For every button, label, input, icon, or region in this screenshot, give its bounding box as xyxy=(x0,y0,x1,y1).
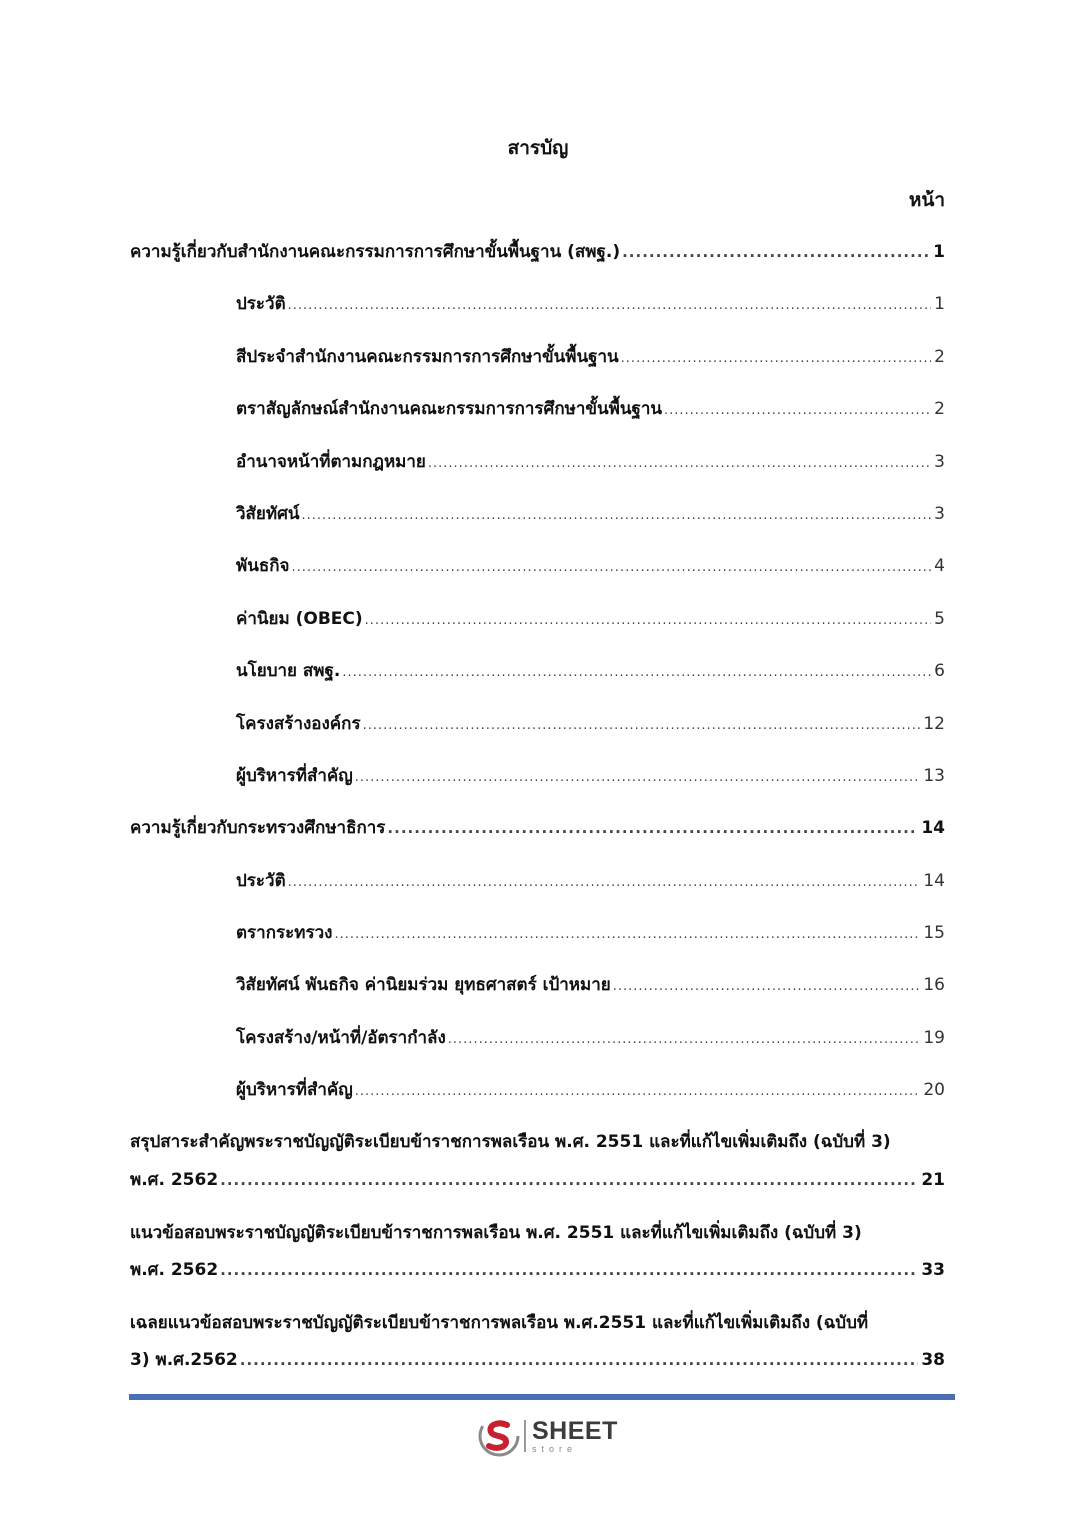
dot-leader xyxy=(220,1166,918,1194)
toc-entry-label: วิสัยทัศน์ พันธกิจ ค่านิยมร่วม ยุทธศาสตร์ เป้าหมาย xyxy=(236,975,611,995)
toc-entry-page: 16 xyxy=(923,975,945,995)
toc-entry-sub[interactable] xyxy=(236,971,945,999)
toc-entry-page: 6 xyxy=(934,661,945,681)
toc-entry-page: 1 xyxy=(933,242,945,262)
toc-entry-label: ค่านิยม (OBEC) xyxy=(236,609,363,629)
toc-entry-sub[interactable] xyxy=(236,1024,945,1052)
toc-entry-wrapped-line1[interactable]: เฉลยแนวข้อสอบพระราชบัญญัติระเบียบข้าราชการพลเรือน พ.ศ.2551 และที่แก้ไขเพิ่มเติมถึง (ฉบับที่ xyxy=(130,1313,869,1333)
toc-entry-page: 38 xyxy=(921,1350,945,1370)
dot-leader xyxy=(622,238,930,266)
dot-leader xyxy=(428,448,931,478)
toc-entry-sub[interactable] xyxy=(236,395,945,423)
toc-entry-page: 5 xyxy=(934,609,945,629)
toc-entry-page: 13 xyxy=(923,766,945,786)
toc-entry-label: ความรู้เกี่ยวกับสำนักงานคณะกรรมการการศึกษาขั้นพื้นฐาน (สพฐ.) xyxy=(130,242,621,262)
dot-leader xyxy=(240,1346,919,1374)
toc-entry-wrapped-line1[interactable]: สรุปสาระสำคัญพระราชบัญญัติระเบียบข้าราชการพลเรือน พ.ศ. 2551 และที่แก้ไขเพิ่มเติมถึง (ฉบับที่ 3) xyxy=(130,1132,891,1152)
toc-entry-page: 2 xyxy=(934,399,945,419)
toc-entry-sub[interactable] xyxy=(236,448,945,476)
toc-entry-label: อำนาจหน้าที่ตามกฎหมาย xyxy=(236,452,426,472)
toc-entry-page: 2 xyxy=(934,347,945,367)
page-column-header: หน้า xyxy=(908,189,945,211)
dot-leader xyxy=(220,1256,918,1284)
toc-entry-wrapped-line2[interactable] xyxy=(130,1256,945,1284)
dot-leader xyxy=(355,762,921,792)
toc-entry-section[interactable] xyxy=(130,238,945,266)
dot-leader xyxy=(621,343,932,373)
toc-entry-label: พันธกิจ xyxy=(236,556,290,576)
toc-entry-sub[interactable] xyxy=(236,605,945,633)
toc-entry-page: 14 xyxy=(921,818,945,838)
toc-entry-label: ความรู้เกี่ยวกับกระทรวงศึกษาธิการ xyxy=(130,818,386,838)
dot-leader xyxy=(664,395,931,425)
toc-entry-sub[interactable] xyxy=(236,867,945,895)
toc-entry-label: วิสัยทัศน์ xyxy=(236,504,300,524)
logo-word: SHEET xyxy=(532,1416,618,1445)
sheet-store-logo xyxy=(478,1414,628,1458)
toc-entry-label: ประวัติ xyxy=(236,871,286,891)
dot-leader xyxy=(288,290,932,320)
toc-entry-page: 1 xyxy=(934,294,945,314)
toc-entry-label: สีประจำสำนักงานคณะกรรมการการศึกษาขั้นพื้นฐาน xyxy=(236,347,619,367)
toc-entry-page: 12 xyxy=(923,714,945,734)
dot-leader xyxy=(334,919,920,949)
toc-entry-sub[interactable] xyxy=(236,1076,945,1104)
toc-entry-label: ผู้บริหารที่สำคัญ xyxy=(236,766,353,786)
toc-entry-sub[interactable] xyxy=(236,710,945,738)
sheet-s-logo-icon xyxy=(478,1415,520,1457)
toc-entry-label: นโยบาย สพฐ. xyxy=(236,661,341,681)
toc-entry-wrapped-line2[interactable] xyxy=(130,1166,945,1194)
toc-entry-sub[interactable] xyxy=(236,500,945,528)
toc-entry-page: 15 xyxy=(923,923,945,943)
dot-leader xyxy=(613,971,921,1001)
dot-leader xyxy=(387,814,918,842)
dot-leader xyxy=(302,500,932,530)
toc-entry-page: 4 xyxy=(934,556,945,576)
toc-entry-label: ประวัติ xyxy=(236,294,286,314)
toc-entry-page: 21 xyxy=(921,1170,945,1190)
toc-entry-page: 33 xyxy=(921,1260,945,1280)
dot-leader xyxy=(342,657,931,687)
toc-entry-sub[interactable] xyxy=(236,657,945,685)
toc-entry-wrapped-line1[interactable]: แนวข้อสอบพระราชบัญญัติระเบียบข้าราชการพลเรือน พ.ศ. 2551 และที่แก้ไขเพิ่มเติมถึง (ฉบับที่ 3) xyxy=(130,1223,862,1243)
toc-entry-label: โครงสร้างองค์กร xyxy=(236,714,361,734)
toc-entry-label: 3) พ.ศ.2562 xyxy=(130,1350,238,1370)
toc-entry-label: โครงสร้าง/หน้าที่/อัตรากำลัง xyxy=(236,1028,446,1048)
toc-entry-label: พ.ศ. 2562 xyxy=(130,1170,219,1190)
logo-text xyxy=(532,1416,618,1454)
dot-leader xyxy=(288,867,921,897)
toc-entry-page: 20 xyxy=(923,1080,945,1100)
toc-entry-section[interactable] xyxy=(130,814,945,842)
toc-entry-sub[interactable] xyxy=(236,290,945,318)
dot-leader xyxy=(448,1024,921,1054)
dot-leader xyxy=(291,552,931,582)
toc-entry-page: 19 xyxy=(923,1028,945,1048)
toc-entry-page: 3 xyxy=(934,504,945,524)
toc-entry-wrapped-line2[interactable] xyxy=(130,1346,945,1374)
logo-divider xyxy=(524,1420,526,1452)
toc-entry-label: ตราสัญลักษณ์สำนักงานคณะกรรมการการศึกษาขั้นพื้นฐาน xyxy=(236,399,662,419)
toc-entry-label: ผู้บริหารที่สำคัญ xyxy=(236,1080,353,1100)
toc-entry-page: 14 xyxy=(923,871,945,891)
logo-subword: store xyxy=(532,1443,578,1454)
toc-entry-sub[interactable] xyxy=(236,919,945,947)
toc-entry-sub[interactable] xyxy=(236,762,945,790)
toc-entry-page: 3 xyxy=(934,452,945,472)
dot-leader xyxy=(363,710,921,740)
page-title: สารบัญ xyxy=(507,137,569,159)
dot-leader xyxy=(365,605,932,635)
toc-entry-sub[interactable] xyxy=(236,552,945,580)
toc-entry-sub[interactable] xyxy=(236,343,945,371)
dot-leader xyxy=(355,1076,921,1106)
toc-entry-label: พ.ศ. 2562 xyxy=(130,1260,219,1280)
toc-entry-label: ตรากระทรวง xyxy=(236,923,333,943)
footer-rule xyxy=(129,1394,955,1400)
